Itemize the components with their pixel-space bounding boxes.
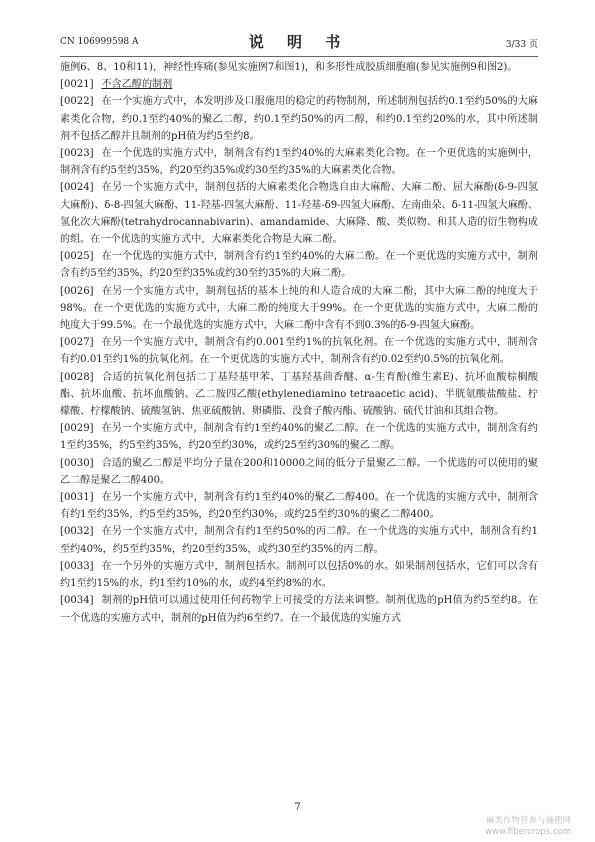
paragraph-0033 [60,558,538,592]
paragraph-text: 制剂的pH值可以通过使用任何药物学上可接受的方法来调整。制剂优选的pH值为约5至约8。在一个优选的实施方式中，制剂的pH值为约6至约7。在一个最优选的实施方式 [60,595,538,624]
paragraph-text: 在一个优选的实施方式中，制剂含有约1至约40%的大麻素类化合物。在一个更优选的实施例中，制剂含有约5至约35%，约20至约35%或约30至约35%的大麻素类化合物。 [60,148,538,177]
page-number: 7 [294,802,301,813]
paragraph-0025 [60,248,538,282]
paragraph-text: 施例6、8、10和11)，神经性疼痛(参见实施例7和图1)，和多形性成胶质细胞瘤(参见实施例9和图2)。 [60,62,518,73]
watermark-line-1: 麻类作物营养与施肥网 [485,816,571,826]
patent-number: CN 106999598 A [60,37,139,47]
watermark [485,816,571,838]
paragraph-number: [0023] [60,148,94,160]
paragraph-text: 在另一个实施方式中，制剂含有约1至约40%的聚乙二醇400。在一个优选的实施方式中，制剂含有约1至约35%，约5至约35%，约20至约30%，或约25至约30%的聚乙二醇400。 [60,492,538,521]
paragraph-text: 在另一个实施方式中，制剂包括的大麻素类化合物选自由大麻酚、大麻二酚、屈大麻酚(δ-9-四氢大麻酚)、δ-8-四氢大麻酚、11-羟基-四氢大麻酚、11-羟基-δ9-四氢大麻酚、左南曲朵、δ-11-四氢大麻酚、氢化次大麻酚(tetrahydrocannabivarin)、amandamide、大麻隆、酸、类似物、和其人造的衍生物构成的组。在一个优选的实施方式中，大麻素类化合物是大麻二酚。 [60,182,538,246]
paragraph-number: [0033] [60,560,94,572]
paragraph-number: [0025] [60,251,94,263]
body-text [60,59,538,627]
paragraph-text: 在另一个实施方式中，制剂含有约1至约40%的聚乙二醇。在一个优选的实施方式中，制剂含有约1至约35%，约5至约35%，约20至约30%，或约25至约30%的聚乙二醇。 [60,423,538,452]
paragraph-0021 [60,76,538,93]
paragraph-0032 [60,523,538,557]
paragraph-text: 合适的抗氧化剂包括二丁基羟基甲苯、丁基羟基茴香醚、α-生育酚(维生素E)、抗坏血酸棕榈酸酯、抗坏血酸、抗坏血酸钠、乙二胺四乙酸(ethylenediamino tetraacetic acid)、半胱氨酸盐酸盐、柠檬酸、柠檬酸钠、硫酸氢钠、焦亚硫酸钠、卵磷脂、没食子酸丙酯、硫酸钠、硫代甘油和其组合物。 [60,371,538,418]
paragraph-0034 [60,592,538,626]
paragraph-number: [0024] [60,182,94,194]
page-header [60,31,538,51]
paragraph-number: [0021] [60,79,94,91]
paragraph-0030 [60,455,538,489]
document-title: 说 明 书 [248,33,350,51]
paragraph-text: 在另一个实施方式中，制剂含有约0.001至约1%的抗氧化剂。在一个优选的实施方式中，制剂含有约0.01至约1%的抗氧化剂。在一个更优选的实施方式中，制剂含有约0.02至约0.5%的抗氧化剂。 [60,337,538,366]
paragraph-text: 合适的聚乙二醇是平均分子量在200和10000之间的低分子量聚乙二醇。一个优选的可以使用的聚乙二醇是聚乙二醇400。 [60,457,538,486]
paragraph-0028 [60,369,538,421]
paragraph-0023 [60,145,538,179]
paragraph-0026 [60,283,538,335]
paragraph-number: [0031] [60,492,94,504]
paragraph-number: [0030] [60,457,94,469]
section-heading: 不含乙醇的制剂 [101,79,173,91]
paragraph-number: [0034] [60,595,94,607]
paragraph-number: [0026] [60,285,94,297]
paragraph-number: [0022] [60,96,94,108]
paragraph-text: 在另一个实施方式中，制剂包括的基本上纯的和人造合成的大麻二酚，其中大麻二酚的纯度大于98%。在一个更优选的实施方式中，大麻二酚的纯度大于99%。在一个更优选的实施方式中，大麻二酚的纯度大于99.5%。在一个最优选的实施方式中，大麻二酚中含有不到0.3%的δ-9-四氢大麻酚。 [60,285,538,332]
paragraph-text: 在一个优选的实施方式中，制剂含有约1至约40%的大麻二酚。在一个更优选的实施方式中，制剂含有约5至约35%，约20至约35%或约30至约35%的大麻二酚。 [60,251,538,280]
paragraph-number: [0032] [60,526,94,538]
paragraph-0024 [60,179,538,248]
paragraph-0029 [60,420,538,454]
paragraph-text: 在另一个实施方式中，制剂含有约1至约50%的丙二醇。在一个优选的实施方式中，制剂含有约1至约40%，约5至约35%，约20至约35%，或约30至约35%的丙二醇。 [60,526,538,555]
paragraph-number: [0028] [60,371,94,383]
paragraph-number: [0027] [60,337,94,349]
paragraph-text: 在一个另外的实施方式中，制剂包括水。制剂可以包括0%的水。如果制剂包括水，它们可以含有约1至约15%的水，约1至约10%的水，或约4至约8%的水。 [60,560,538,590]
paragraph-0031 [60,489,538,523]
page-of-label: 3/33 页 [505,40,538,50]
paragraph-0027 [60,334,538,368]
header-divider [60,56,538,57]
paragraph-text: 在一个实施方式中，本发明涉及口服施用的稳定的药物制剂，所述制剂包括约0.1至约50%的大麻素类化合物，约0.1至约40%的聚乙二醇，约0.1至约50%的丙二醇，和约0.1至约20%的水，其中所述制剂不包括乙醇并且制剂的pH值为约5至约8。 [60,96,538,142]
paragraph-continued [60,59,538,76]
paragraph-0022 [60,93,538,145]
watermark-line-2: www.fibercrops.com [485,827,571,837]
paragraph-number: [0029] [60,423,94,435]
